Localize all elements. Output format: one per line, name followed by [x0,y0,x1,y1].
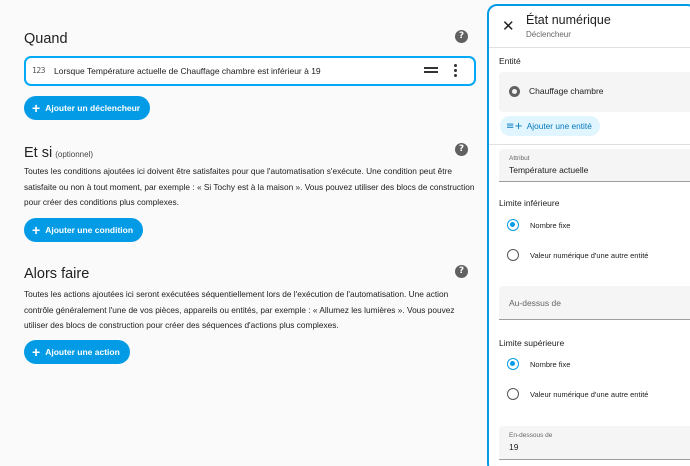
attribute-value: Température actuelle [509,165,589,175]
upper-fixed-radio[interactable] [507,358,570,370]
thermostat-icon [509,86,520,97]
plus-icon: + [32,222,41,238]
add-condition-button[interactable] [24,218,143,242]
entity-selector[interactable] [499,72,690,112]
radio-unselected-icon[interactable] [507,388,519,400]
panel-title: État numérique [526,13,611,27]
close-icon[interactable]: ✕ [502,17,515,35]
radio-selected-icon[interactable] [507,219,519,231]
drag-handle-icon[interactable] [424,67,438,75]
attribute-label: Attribut [509,155,530,162]
divider [489,144,690,145]
panel-subtitle: Déclencheur [526,30,571,39]
plus-icon: + [32,344,41,360]
playlist-plus-icon: ≡+ [506,120,523,132]
conditions-title-text: Et si [24,145,53,161]
help-icon[interactable]: ? [455,265,468,278]
radio-unselected-icon[interactable] [507,249,519,261]
entity-label: Entité [499,56,521,66]
plus-icon: + [32,100,41,116]
below-value: 19 [509,442,519,452]
help-icon[interactable]: ? [455,143,468,156]
trigger-card[interactable] [24,56,476,86]
help-icon[interactable]: ? [455,30,468,43]
lower-fixed-label: Nombre fixe [530,220,571,230]
entity-value: Chauffage chambre [529,86,604,96]
conditions-title [24,145,93,161]
actions-description: Toutes les actions ajoutées ici seront exécutées séquentiellement lors de l'exécution de l'automatisation. Une action contrôle généralement l'une de vos pièces, appareils ou entités, par exemple : « Allumez les lumières ». Vous pouvez utiliser des blocs de construction pour créer des séquences d'actions plus complexes. [24,289,455,330]
add-action-label: Ajouter une action [45,347,120,357]
radio-selected-icon[interactable] [507,358,519,370]
trigger-editor-panel [487,4,690,466]
conditions-description: Toutes les conditions ajoutées ici doivent être satisfaites pour que l'automatisation s'exécute. Une condition peut être satisfaite ou non à tout moment, par exemple : « Si Tochy est à la maison ». Vous pouvez utiliser des blocs de construction pour créer des conditions plus complexes. [24,166,475,207]
above-input[interactable] [499,286,690,320]
upper-entity-label: Valeur numérique d'une autre entité [530,389,649,399]
panel-header [489,6,690,48]
upper-entity-radio[interactable] [507,388,648,400]
lower-fixed-radio[interactable] [507,219,570,231]
more-menu-icon[interactable] [454,64,458,78]
add-condition-label: Ajouter une condition [45,225,134,235]
add-entity-label: Ajouter une entité [526,121,592,131]
trigger-summary: Lorsque Température actuelle de Chauffage chambre est inférieur à 19 [54,66,321,76]
triggers-title: Quand [24,31,68,47]
above-placeholder: Au-dessus de [509,298,561,308]
add-entity-button[interactable] [500,116,600,136]
actions-title: Alors faire [24,266,90,282]
add-action-button[interactable] [24,340,130,364]
conditions-optional: (optionnel) [55,150,94,159]
numeric-icon: 123 [32,66,45,75]
lower-limit-label: Limite inférieure [499,198,560,208]
add-trigger-button[interactable] [24,96,150,120]
upper-limit-label: Limite supérieure [499,338,565,348]
upper-fixed-label: Nombre fixe [530,359,571,369]
lower-entity-label: Valeur numérique d'une autre entité [530,250,649,260]
attribute-select[interactable] [499,149,690,182]
below-input[interactable] [499,426,690,460]
below-label: En-dessous de [509,432,553,439]
lower-entity-radio[interactable] [507,249,648,261]
add-trigger-label: Ajouter un déclencheur [45,103,141,113]
